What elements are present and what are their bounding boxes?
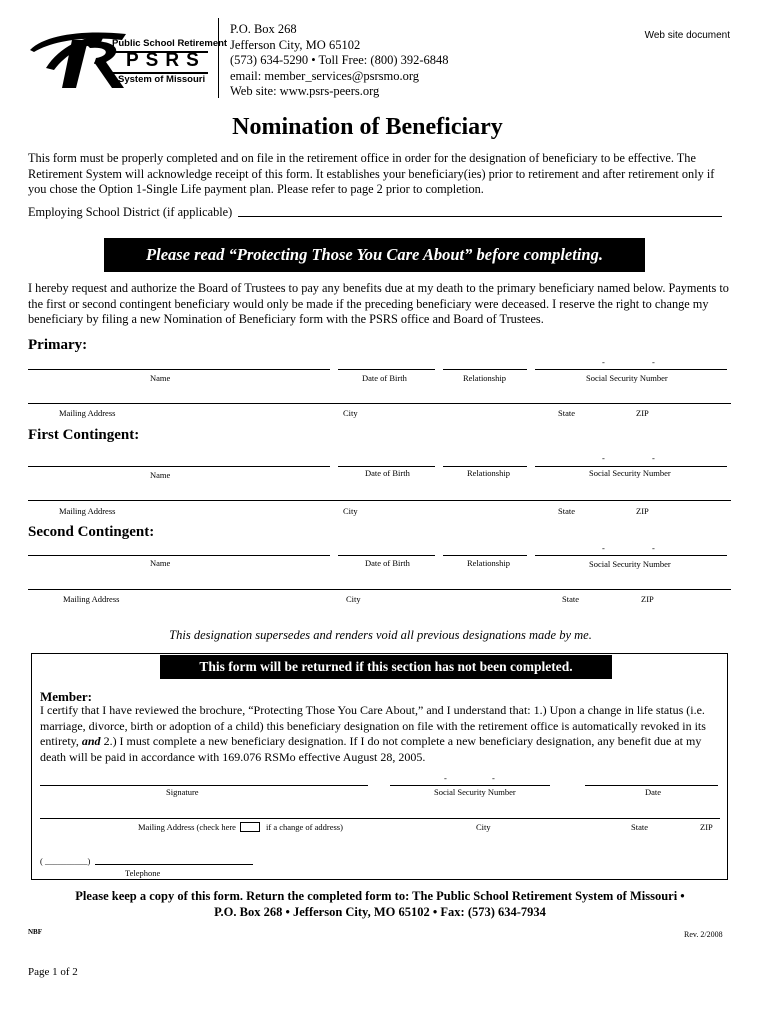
address-line: Jefferson City, MO 65102 (230, 37, 361, 52)
dob-label: Date of Birth (365, 468, 410, 478)
member-city-label: City (476, 822, 491, 832)
zip-label: ZIP (636, 506, 649, 516)
return-instructions-line-1: Please keep a copy of this form. Return the completed form to: The Public School Retirement System of Missouri • (75, 889, 685, 903)
dob-label: Date of Birth (362, 373, 407, 383)
second-address-input[interactable] (28, 589, 731, 590)
first-name-input[interactable] (28, 466, 330, 467)
member-certification (40, 703, 718, 765)
telephone-input[interactable] (95, 864, 253, 865)
name-label: Name (150, 470, 171, 480)
primary-address-input[interactable] (28, 403, 731, 404)
relationship-label: Relationship (467, 468, 510, 478)
zip-label: ZIP (641, 594, 654, 604)
logo-abbreviation: PSRS (126, 50, 206, 71)
return-instructions (0, 888, 760, 920)
website-line[interactable]: Web site: www.psrs-peers.org (230, 84, 380, 98)
certification-text: I certify that I have reviewed the brochure, “Protecting Those You Care About,” and I understand that: 1.) Upon a change in life status (i.e. marriage, divorce, birth or adoption of a child) this beneficiary designation on file with the retirement office is automatically revoked in its entirety, (40, 703, 706, 748)
member-heading: Member: (40, 689, 92, 704)
return-warning-text: This form will be returned if this section has not been completed. (199, 659, 573, 674)
mailing-address-label: Mailing Address (63, 594, 120, 604)
supersedes-statement: This designation supersedes and renders void all previous designations made by me. (169, 628, 592, 642)
district-input[interactable] (238, 216, 722, 217)
district-label: Employing School District (if applicable) (28, 205, 233, 219)
ssn-label: Social Security Number (589, 559, 671, 569)
logo-line-2: System of Missouri (118, 74, 206, 85)
ssn-dash: - (602, 543, 605, 553)
signature-input[interactable] (40, 785, 368, 786)
first-relationship-input[interactable] (443, 466, 527, 467)
name-label: Name (150, 373, 171, 383)
psrs-logo (26, 28, 228, 90)
member-section-box (31, 653, 728, 880)
telephone-label: Telephone (125, 868, 161, 878)
ssn-dash: - (444, 773, 447, 783)
second-relationship-input[interactable] (443, 555, 527, 556)
dob-label: Date of Birth (365, 558, 410, 568)
header-divider (218, 18, 219, 98)
phone-area-code[interactable]: ( __________) (40, 856, 91, 866)
ssn-dash: - (602, 453, 605, 463)
name-label: Name (150, 558, 171, 568)
mailing-address-label: Mailing Address (59, 506, 116, 516)
first-address-input[interactable] (28, 500, 731, 501)
authorization-paragraph: I hereby request and authorize the Board of Trustees to pay any benefits due at my death to the primary beneficiary named below. Payments to the first or second contingent beneficiary would only be made if the preceding beneficiary were deceased. I reserve the right to change my beneficiary by filing a new Nomination of Beneficiary form with the PSRS office and Board of Trustees. (28, 281, 729, 326)
primary-dob-input[interactable] (338, 369, 435, 370)
ssn-dash: - (652, 453, 655, 463)
contact-address (230, 22, 449, 100)
zip-label: ZIP (636, 408, 649, 418)
signature-label: Signature (166, 787, 199, 797)
certification-text-cont: 2.) I must complete a new beneficiary designation. If I do not complete a new beneficiary designation, any benefit due at my death will be paid in accordance with 169.076 RSMo effective August 28, 2005. (40, 734, 702, 764)
phone-line: (573) 634-5290 • Toll Free: (800) 392-6848 (230, 53, 449, 67)
state-label: State (562, 594, 579, 604)
address-line: P.O. Box 268 (230, 22, 297, 36)
first-dob-input[interactable] (338, 466, 435, 467)
return-warning-banner (160, 655, 612, 679)
member-mailing-label: Mailing Address (check here (138, 822, 236, 832)
ssn-dash: - (652, 357, 655, 367)
primary-heading: Primary: (28, 337, 88, 353)
city-label: City (343, 408, 358, 418)
second-dob-input[interactable] (338, 555, 435, 556)
change-of-address-label: if a change of address) (266, 822, 343, 832)
second-name-input[interactable] (28, 555, 330, 556)
member-ssn-label: Social Security Number (434, 787, 516, 797)
relationship-label: Relationship (467, 558, 510, 568)
page-title: Nomination of Beneficiary (232, 114, 503, 140)
city-label: City (346, 594, 361, 604)
ssn-dash: - (652, 543, 655, 553)
notice-banner (104, 238, 645, 272)
notice-banner-text: Please read “Protecting Those You Care About” before completing. (146, 245, 603, 264)
certification-and: and (81, 734, 101, 748)
ssn-dash: - (492, 773, 495, 783)
primary-relationship-input[interactable] (443, 369, 527, 370)
member-zip-label: ZIP (700, 822, 713, 832)
logo-line-1: Public School Retirement (112, 38, 228, 49)
email-line[interactable]: email: member_services@psrsmo.org (230, 68, 420, 83)
web-site-document-label: Web site document (644, 30, 730, 41)
return-instructions-line-2: P.O. Box 268 • Jefferson City, MO 65102 • Fax: (573) 634-7934 (214, 905, 546, 919)
page-number: Page 1 of 2 (28, 966, 78, 978)
primary-ssn-input[interactable] (535, 369, 727, 370)
second-ssn-input[interactable] (535, 555, 727, 556)
member-ssn-input[interactable] (390, 785, 550, 786)
city-label: City (343, 506, 358, 516)
primary-name-input[interactable] (28, 369, 330, 370)
ssn-label: Social Security Number (589, 468, 671, 478)
first-ssn-input[interactable] (535, 466, 727, 467)
relationship-label: Relationship (463, 373, 506, 383)
state-label: State (558, 408, 575, 418)
ssn-label: Social Security Number (586, 373, 668, 383)
state-label: State (558, 506, 575, 516)
second-contingent-heading: Second Contingent: (28, 524, 155, 540)
first-contingent-heading: First Contingent: (28, 427, 140, 443)
revision-date: Rev. 2/2008 (684, 930, 723, 939)
mailing-address-label: Mailing Address (59, 408, 116, 418)
form-code: NBF (28, 928, 42, 936)
change-of-address-checkbox[interactable] (240, 822, 260, 832)
date-label: Date (645, 787, 662, 797)
member-address-input[interactable] (40, 818, 720, 819)
ssn-dash: - (602, 357, 605, 367)
date-input[interactable] (585, 785, 718, 786)
member-state-label: State (631, 822, 648, 832)
intro-paragraph: This form must be properly completed and on file in the retirement office in order for the designation of beneficiary to be effective. The Retirement System will acknowledge receipt of this form. It establishes your beneficiary(ies) prior to retirement and after retirement only if you chose the Option 1-Single Life payment plan. Please refer to page 2 prior to completion. (28, 151, 715, 196)
